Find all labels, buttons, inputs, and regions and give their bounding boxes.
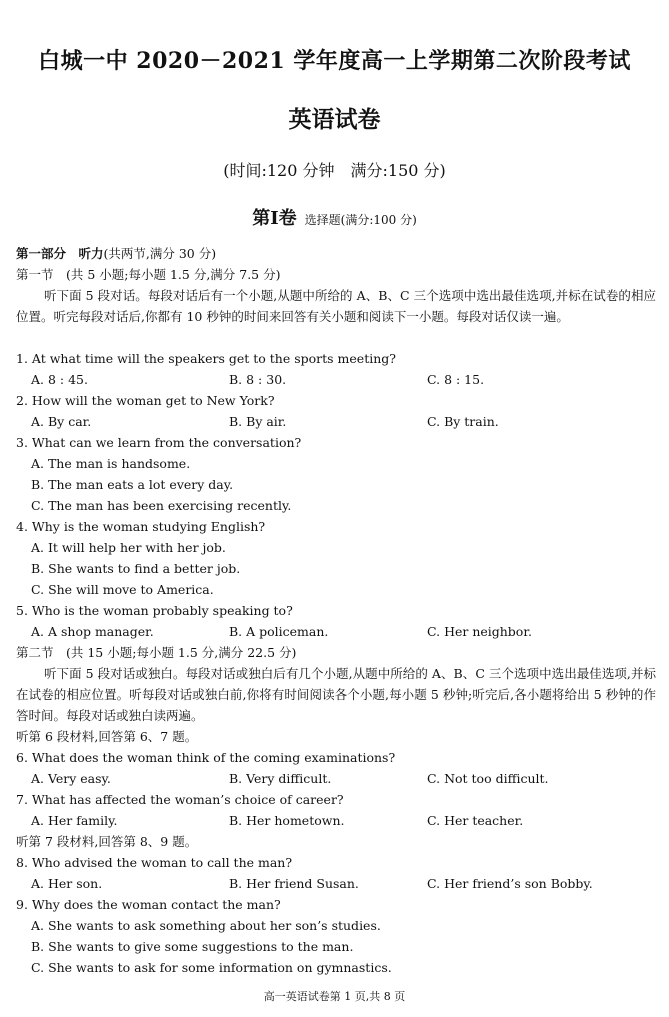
- material-6-instruction: 听第 6 段材料,回答第 6、7 题。: [16, 729, 198, 744]
- question-6-option-c: C. Not too difficult.: [427, 771, 549, 786]
- question-6-option-b: B. Very difficult.: [229, 771, 332, 786]
- question-2-option-a: A. By car.: [31, 414, 92, 429]
- volume-heading: [0, 204, 669, 230]
- question-7-option-b: B. Her hometown.: [229, 813, 345, 828]
- question-1-stem: 1. At what time will the speakers get to the sports meeting?: [16, 351, 396, 366]
- question-7-option-a: A. Her family.: [31, 813, 118, 828]
- question-3-option-a: A. The man is handsome.: [31, 456, 191, 471]
- question-8-option-c: C. Her friend’s son Bobby.: [427, 876, 593, 891]
- question-7-stem: 7. What has affected the woman’s choice of career?: [16, 792, 344, 807]
- question-4-option-a: A. It will help her with her job.: [31, 540, 226, 555]
- question-5-option-c: C. Her neighbor.: [427, 624, 532, 639]
- question-6-stem: 6. What does the woman think of the coming examinations?: [16, 750, 396, 765]
- question-5-option-b: B. A policeman.: [229, 624, 329, 639]
- question-2-option-c: C. By train.: [427, 414, 499, 429]
- material-7-instruction: 听第 7 段材料,回答第 8、9 题。: [16, 834, 198, 849]
- exam-subject-title: 英语试卷: [288, 106, 381, 133]
- question-3-stem: 3. What can we learn from the conversation?: [16, 435, 302, 450]
- part1-note: (共两节,满分 30 分): [103, 246, 217, 261]
- question-1-option-c: C. 8 : 15.: [427, 372, 485, 387]
- volume-description: 选择题(满分:100 分): [304, 213, 417, 227]
- time-and-score-info: (时间:120 分钟 满分:150 分): [223, 161, 446, 180]
- question-5-option-a: A. A shop manager.: [31, 624, 154, 639]
- page-footer: 高一英语试卷第 1 页,共 8 页: [263, 990, 406, 1003]
- question-9-option-c: C. She wants to ask for some information on gymnastics.: [31, 960, 392, 975]
- volume-label: 第Ⅰ卷: [252, 208, 297, 229]
- question-9-option-a: A. She wants to ask something about her son’s studies.: [31, 918, 381, 933]
- question-3-option-c: C. The man has been exercising recently.: [31, 498, 292, 513]
- part1-heading: [16, 246, 656, 262]
- section2-instructions: 听下面 5 段对话或独白。每段对话或独白后有几个小题,从题中所给的 A、B、C 三个选项中选出最佳选项,并标在试卷的相应位置。听每段对话或独白前,你将有时间阅读各个小题,每小题 5 秒钟;听完后,各小题将给出 5 秒钟的作答时间。每段对话或独白读两遍。: [16, 666, 656, 723]
- question-8-option-b: B. Her friend Susan.: [229, 876, 359, 891]
- question-2-option-b: B. By air.: [229, 414, 287, 429]
- question-4-option-c: C. She will move to America.: [31, 582, 214, 597]
- question-5-stem: 5. Who is the woman probably speaking to?: [16, 603, 293, 618]
- question-1-option-a: A. 8 : 45.: [31, 372, 88, 387]
- question-3-option-b: B. The man eats a lot every day.: [31, 477, 234, 492]
- section2-title: 第二节 (共 15 小题;每小题 1.5 分,满分 22.5 分): [16, 645, 297, 660]
- question-7-option-c: C. Her teacher.: [427, 813, 524, 828]
- question-6-option-a: A. Very easy.: [31, 771, 111, 786]
- question-2-stem: 2. How will the woman get to New York?: [16, 393, 275, 408]
- question-1-option-b: B. 8 : 30.: [229, 372, 287, 387]
- question-8-option-a: A. Her son.: [31, 876, 103, 891]
- section1-title: 第一节 (共 5 小题;每小题 1.5 分,满分 7.5 分): [16, 267, 281, 282]
- question-8-stem: 8. Who advised the woman to call the man?: [16, 855, 293, 870]
- part1-title: 第一部分 听力: [16, 246, 104, 261]
- question-4-stem: 4. Why is the woman studying English?: [16, 519, 266, 534]
- exam-title: 白城一中 2020－2021 学年度高一上学期第二次阶段考试: [38, 48, 631, 74]
- question-9-option-b: B. She wants to give some suggestions to the man.: [31, 939, 354, 954]
- question-9-stem: 9. Why does the woman contact the man?: [16, 897, 281, 912]
- question-4-option-b: B. She wants to find a better job.: [31, 561, 241, 576]
- section1-instructions: 听下面 5 段对话。每段对话后有一个小题,从题中所给的 A、B、C 三个选项中选出最佳选项,并标在试卷的相应位置。听完每段对话后,你都有 10 秒钟的时间来回答有关小题和阅读下一小题。每段对话仅读一遍。: [16, 288, 656, 324]
